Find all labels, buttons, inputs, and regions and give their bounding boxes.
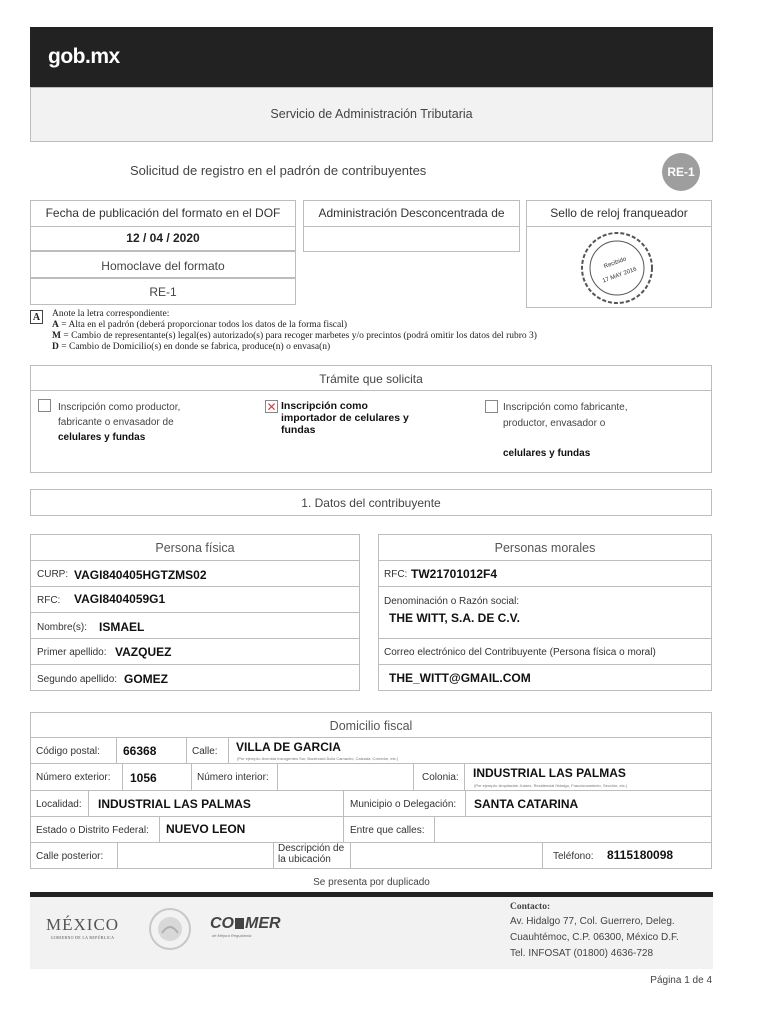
municipio-field[interactable] — [465, 790, 712, 817]
email-label-cell — [378, 638, 712, 665]
num-ext-label-cell: Número exterior: — [30, 763, 123, 791]
persona-fisica-title: Persona física — [155, 541, 235, 555]
entre-calles-label-cell: Entre que calles: — [343, 816, 435, 843]
primer-apellido-value: VAZQUEZ — [115, 645, 172, 659]
nombre-row[interactable] — [30, 612, 360, 639]
telefono-cell[interactable] — [542, 842, 712, 869]
colonia-value: INDUSTRIAL LAS PALMAS — [473, 766, 626, 780]
localidad-field[interactable] — [88, 790, 344, 817]
descripcion-label: Descripción de la ubicación — [278, 843, 345, 865]
rfc-pm-value: TW21701012F4 — [411, 567, 498, 581]
entre-calles-field[interactable] — [434, 816, 712, 843]
rfc-pf-value: VAGI8404059G1 — [74, 592, 166, 606]
municipio-value: SANTA CATARINA — [474, 797, 579, 811]
stamp-date: 17 MAY 2016 — [601, 266, 638, 285]
sello-label: Sello de reloj franqueador — [550, 206, 688, 220]
colonia-hint: (Por ejemplo: Ampliación Juárez, Residencial Hidalgo, Fraccionamiento, Sección, etc.) — [474, 783, 628, 788]
calle-posterior-label-cell: Calle posterior: — [30, 842, 118, 869]
num-int-label-cell: Número interior: — [191, 763, 278, 791]
homoclave-value: RE-1 — [149, 285, 177, 299]
homoclave-value-cell — [30, 278, 296, 305]
num-ext-value: 1056 — [130, 771, 157, 785]
calle-posterior-field[interactable] — [117, 842, 274, 869]
nombre-label: Nombre(s): — [37, 622, 88, 633]
tramite-title: Trámite que solicita — [319, 372, 423, 386]
instruction-d: D = Cambio de Domicilio(s) en donde se fabrica, produce(n) o envasa(n) — [52, 342, 331, 352]
page-number: Página 1 de 4 — [650, 975, 712, 986]
instructions-title: Anote la letra correspondiente: — [52, 309, 170, 319]
tramite-header — [30, 365, 712, 391]
rfc-pm-label: RFC: — [384, 569, 408, 580]
rfc-pf-label: RFC: — [37, 595, 61, 606]
persona-fisica-header — [30, 534, 360, 561]
email-row[interactable] — [378, 664, 712, 691]
admin-label-cell — [303, 200, 520, 227]
sello-area — [526, 226, 712, 308]
option-productor-label: Inscripción como productor, fabricante o envasador de celulares y fundas — [58, 402, 181, 443]
section1-header — [30, 489, 712, 516]
domicilio-title: Domicilio fiscal — [329, 719, 413, 733]
calle-label-cell: Calle: — [186, 737, 229, 764]
fecha-label: Fecha de publicación del formato en el DOF — [45, 206, 281, 220]
instruction-m: M = Cambio de representante(s) legal(es) autorizado(s) para recoger marbetes y/o precintos (podrá omitir los datos del rubro 3) — [52, 331, 537, 341]
colonia-label-cell: Colonia: — [413, 763, 465, 791]
colonia-field[interactable] — [464, 763, 712, 791]
descripcion-label-cell — [273, 842, 351, 869]
contacto-phone: Tel. INFOSAT (01800) 4636-728 — [510, 948, 654, 959]
agency-name: Servicio de Administración Tributaria — [270, 107, 473, 121]
calle-value: VILLA DE GARCIA — [236, 740, 341, 754]
estado-field[interactable] — [159, 816, 344, 843]
personas-morales-title: Personas morales — [494, 541, 596, 555]
national-seal-icon — [148, 907, 192, 951]
gob-logo: gob.mx — [48, 45, 120, 68]
segundo-apellido-label: Segundo apellido: — [37, 674, 118, 685]
localidad-value: INDUSTRIAL LAS PALMAS — [98, 797, 251, 811]
agency-banner — [30, 87, 713, 142]
tramite-options — [30, 390, 712, 473]
admin-label: Administración Desconcentrada de — [318, 206, 505, 220]
form-code-badge: RE-1 — [662, 153, 700, 191]
sello-label-cell — [526, 200, 712, 227]
homoclave-label-cell — [30, 251, 296, 278]
fecha-label-cell — [30, 200, 296, 227]
instructions-block — [52, 309, 537, 353]
contacto-block — [510, 901, 679, 962]
fecha-value: 12 / 04 / 2020 — [126, 231, 200, 245]
nombre-value: ISMAEL — [99, 620, 145, 634]
email-label: Correo electrónico del Contribuyente (Persona física o moral) — [384, 647, 656, 658]
curp-label: CURP: — [37, 569, 69, 580]
calle-field[interactable] — [228, 737, 712, 764]
descripcion-field[interactable] — [350, 842, 543, 869]
cp-label-cell: Código postal: — [30, 737, 117, 764]
option-productor-checkbox[interactable] — [38, 399, 51, 412]
curp-value: VAGI840405HGTZMS02 — [74, 568, 207, 582]
admin-field[interactable] — [303, 226, 520, 252]
option-fabricante-checkbox[interactable] — [485, 400, 498, 413]
num-int-field[interactable] — [277, 763, 414, 791]
postmark-stamp — [577, 228, 657, 308]
rfc-pf-row[interactable] — [30, 586, 360, 613]
razon-social-value: THE WITT, S.A. DE C.V. — [389, 611, 520, 625]
segundo-apellido-value: GOMEZ — [124, 672, 168, 686]
localidad-label-cell: Localidad: — [30, 790, 89, 817]
curp-row[interactable] — [30, 560, 360, 587]
telefono-value: 8115180098 — [607, 848, 674, 862]
primer-apellido-label: Primer apellido: — [37, 647, 107, 658]
form-title: Solicitud de registro en el padrón de contribuyentes — [130, 163, 427, 178]
calle-hint: (Por ejemplo: Avenida Insurgentes Sur, Boulevard Ávila Camacho, Calzada, Corredor, etc.) — [237, 756, 399, 761]
duplicado-note: Se presenta por duplicado — [313, 877, 430, 888]
instruction-a: A = Alta en el padrón (deberá proporcionar todos los datos de la forma fiscal) — [52, 320, 348, 330]
homoclave-label: Homoclave del formato — [101, 259, 225, 273]
municipio-label-cell: Municipio o Delegación: — [343, 790, 466, 817]
email-value: THE_WITT@GMAIL.COM — [389, 671, 531, 685]
telefono-label: Teléfono: — [553, 851, 594, 862]
razon-social-row[interactable] — [378, 586, 712, 639]
contacto-address-2: Cuauhtémoc, C.P. 06300, México D.F. — [510, 932, 679, 943]
contacto-title: Contacto: — [510, 902, 551, 912]
mexico-logo: MÉXICO GOBIERNO DE LA REPÚBLICA — [46, 915, 120, 940]
section1-title: 1. Datos del contribuyente — [301, 496, 441, 510]
contacto-address-1: Av. Hidalgo 77, Col. Guerrero, Deleg. — [510, 916, 675, 927]
gob-header — [30, 27, 713, 87]
option-fabricante-label: Inscripción como fabricante, productor, envasador o celulares y fundas — [503, 402, 628, 459]
footer-panel — [30, 897, 713, 969]
estado-value: NUEVO LEON — [166, 822, 246, 836]
option-importador-label: Inscripción como importador de celulares y fundas — [281, 400, 409, 436]
stamp-received: Recibido — [603, 256, 628, 271]
num-ext-field[interactable] — [122, 763, 192, 791]
rfc-pm-row[interactable] — [378, 560, 712, 587]
option-importador-checkbox[interactable]: ✕ — [266, 400, 277, 414]
estado-label-cell: Estado o Distrito Federal: — [30, 816, 160, 843]
segundo-apellido-row[interactable] — [30, 664, 360, 691]
razon-social-label: Denominación o Razón social: — [384, 596, 520, 607]
domicilio-header — [30, 712, 712, 738]
cp-value: 66368 — [123, 744, 157, 758]
personas-morales-header — [378, 534, 712, 561]
letter-box[interactable]: A — [30, 310, 43, 324]
primer-apellido-row[interactable] — [30, 638, 360, 665]
cp-field[interactable] — [116, 737, 187, 764]
fecha-value-cell — [30, 226, 296, 251]
cofemer-logo: CO MER de Mejora Regulatoria — [210, 915, 281, 938]
